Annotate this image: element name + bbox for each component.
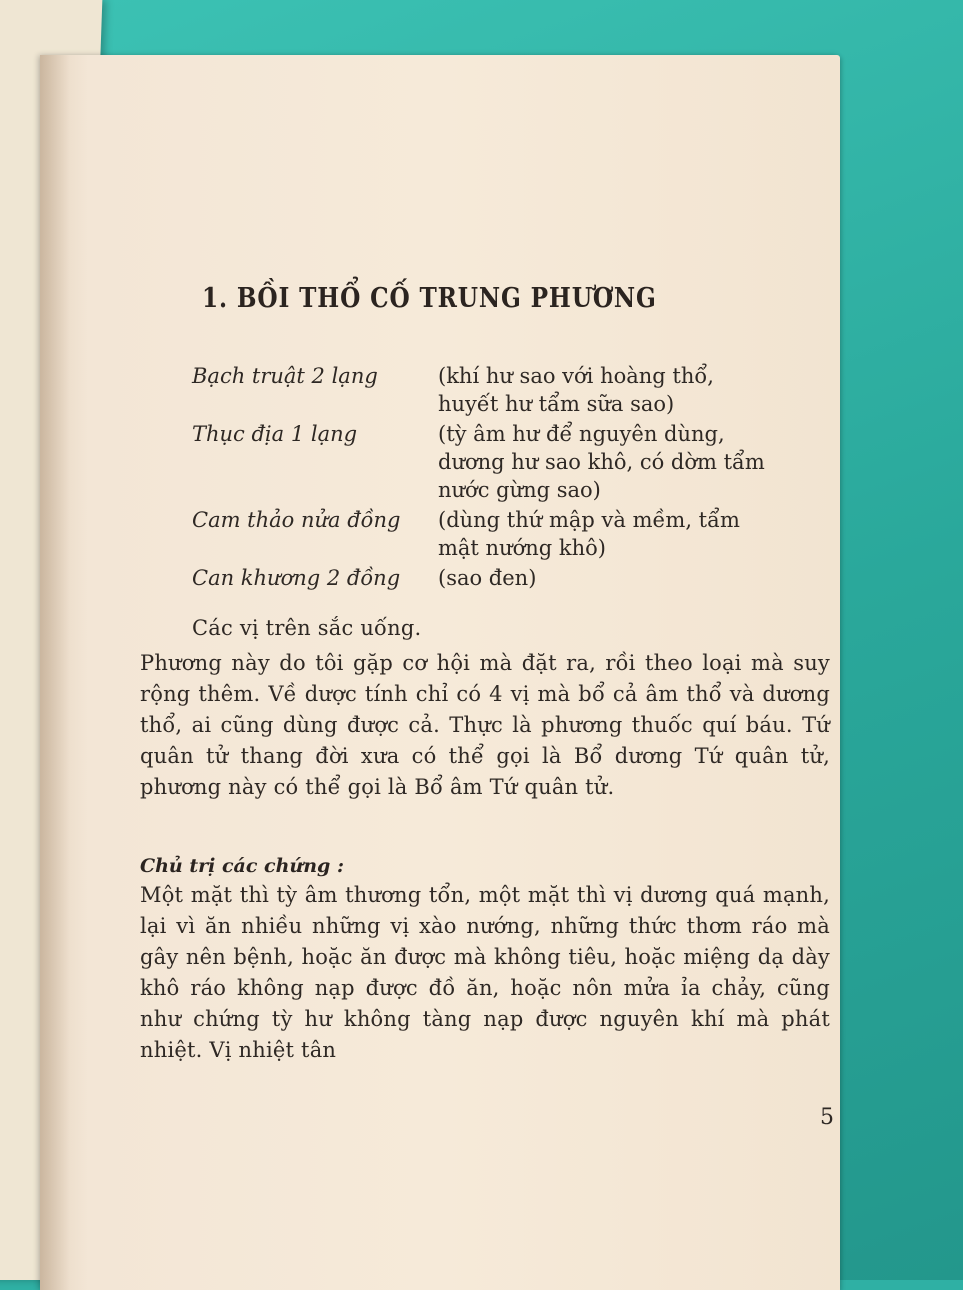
paragraph-text: Phương này do tôi gặp cơ hội mà đặt ra, rồi theo loại mà suy rộng thêm. Về dược tính chỉ có 4 vị mà bổ cả âm thổ và dương thổ, ai cũng dùng được cả. Thực là phương thuốc quí báu. Tứ quân tử thang đời xưa có thể gọi là Bổ dương Tứ quân tử, phương này có thể gọi là Bổ âm Tứ quân tử. bbox=[140, 651, 830, 799]
ingredient-list bbox=[192, 362, 792, 594]
ingredient-name: Bạch truật 2 lạng bbox=[192, 364, 378, 388]
ingredient-note: (tỳ âm hư để nguyên dùng, dương hư sao khô, có dờm tẩm nước gừng sao) bbox=[438, 422, 765, 502]
ingredient-note: (sao đen) bbox=[438, 566, 537, 590]
ingredient-row bbox=[192, 362, 792, 418]
ingredient-row bbox=[192, 420, 792, 504]
spine-shadow bbox=[40, 55, 70, 1290]
ingredient-name: Cam thảo nửa đồng bbox=[192, 508, 401, 532]
ingredient-row bbox=[192, 506, 792, 562]
ingredient-row bbox=[192, 564, 792, 592]
directions-line: Các vị trên sắc uống. bbox=[192, 616, 422, 640]
paragraph-text: Một mặt thì tỳ âm thương tổn, một mặt thì vị dương quá mạnh, lại vì ăn nhiều những vị xào nướng, những thức thơm ráo mà gây nên bệnh, hoặc ăn được mà không tiêu, hoặc miệng dạ dày khô ráo không nạp được đồ ăn, hoặc nôn mửa ỉa chảy, cũng như chứng tỳ hư không tàng nạp được nguyên khí mà phát nhiệt. Vị nhiệt tân bbox=[140, 883, 830, 1062]
page-number: 5 bbox=[820, 1105, 834, 1130]
directions-text bbox=[192, 613, 882, 644]
ingredient-note: (dùng thứ mập và mềm, tẩm mật nướng khô) bbox=[438, 508, 740, 560]
ingredient-name: Thục địa 1 lạng bbox=[192, 422, 358, 446]
paragraph-description bbox=[140, 648, 830, 803]
page-title: 1. BỒI THỔ CỐ TRUNG PHƯƠNG bbox=[202, 283, 657, 314]
ingredient-note: (khí hư sao với hoàng thổ, huyết hư tẩm sữa sao) bbox=[438, 364, 714, 416]
section-subheading: Chủ trị các chứng : bbox=[140, 855, 344, 877]
paragraph-indications bbox=[140, 880, 830, 1066]
ingredient-name: Can khương 2 đồng bbox=[192, 566, 401, 590]
